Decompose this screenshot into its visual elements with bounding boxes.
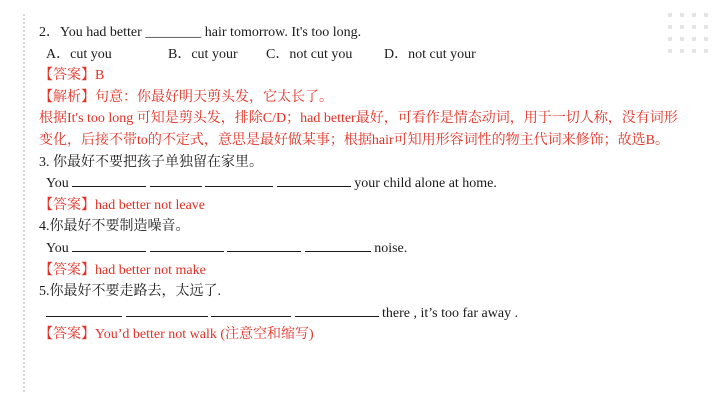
question-2: 2．You had better ________ hair tomorrow. It's too long. xyxy=(39,25,362,40)
question-4-answer: 【答案】had better not make xyxy=(39,262,206,278)
blank xyxy=(72,239,146,252)
left-dotted-divider xyxy=(23,14,25,392)
option-a: A．cut you xyxy=(46,46,112,62)
question-3-sentence-start: You xyxy=(46,176,69,192)
question-2-explanation: 根据It's too long 可知是剪头发，排除C/D；had better最好，可看作是情态动词，用于一切人称，没有词形变化，后接不带to的不定式，意思是最好做某事；根据hair可知用形容词性的物主代词来修饰；故选B。 xyxy=(39,111,678,148)
blank xyxy=(211,304,291,317)
option-d: D．not cut your xyxy=(384,46,476,62)
blank xyxy=(46,304,122,317)
question-4-sentence-start: You xyxy=(46,240,69,256)
question-5-answer: 【答案】You’d better not walk (注意空和缩写) xyxy=(39,327,314,343)
question-3: 3. 你最好不要把孩子单独留在家里。 xyxy=(39,154,263,170)
question-5-sentence xyxy=(39,303,704,325)
blank xyxy=(305,239,371,252)
question-2-explanation-heading: 【解析】句意：你最好明天剪头发，它太长了。 xyxy=(39,89,333,105)
question-5-sentence-end: there , it’s too far away . xyxy=(382,305,519,321)
blank xyxy=(150,239,224,252)
question-3-answer: 【答案】had better not leave xyxy=(39,197,206,213)
question-2-options xyxy=(39,44,704,66)
blank xyxy=(205,174,273,187)
question-5: 5.你最好不要走路去，太远了. xyxy=(39,284,221,300)
blank xyxy=(227,239,301,252)
question-2-answer: 【答案】B xyxy=(39,68,105,84)
question-4: 4.你最好不要制造噪音。 xyxy=(39,219,190,235)
option-b: B．cut your xyxy=(168,46,238,62)
blank xyxy=(295,304,379,317)
blank xyxy=(150,174,202,187)
blank xyxy=(277,174,351,187)
blank xyxy=(72,174,146,187)
question-4-sentence-end: noise. xyxy=(374,240,408,256)
option-c: C．not cut you xyxy=(266,46,353,62)
exercise-content xyxy=(39,22,704,346)
question-3-sentence xyxy=(39,173,704,195)
question-3-sentence-end: your child alone at home. xyxy=(354,176,497,192)
blank xyxy=(126,304,208,317)
question-4-sentence xyxy=(39,238,704,260)
